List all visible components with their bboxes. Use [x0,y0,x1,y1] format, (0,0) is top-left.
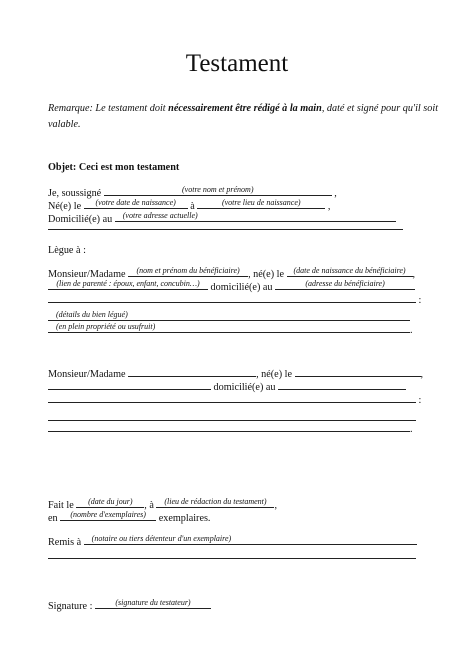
beneficiary1-relation-field[interactable]: (lien de parenté : époux, enfant, concubin…) [48,279,208,290]
legue-a-label: Lègue à : [48,245,86,256]
colon: : [418,395,422,406]
address-continuation-field[interactable] [48,219,403,230]
remis-a-continuation[interactable] [48,548,416,559]
remark-suffix: , daté et signé pour qu'il soit valable. [48,103,439,130]
domicilie-e-au-label: domicilié(e) au [210,282,273,293]
ne-e-le-label: , né(e) le [248,269,284,280]
signature-label: Signature : [48,601,93,612]
en-label: en [48,513,58,524]
a-label: à [190,201,195,212]
beneficiary2-line3 [48,392,421,407]
exemplaires-line [48,510,210,525]
je-soussigne-label: Je, soussigné [48,188,102,199]
beneficiary1-address-field[interactable]: (adresse du bénéficiaire) [275,279,415,290]
beneficiary2-address-continuation[interactable] [48,392,416,403]
notaire-field[interactable]: (notaire ou tiers détenteur d'un exemplaire) [84,534,417,545]
remis-a-line-2 [48,548,416,563]
beneficiary2-line5 [48,421,413,436]
date-du-jour-field[interactable]: (date du jour) [76,497,144,508]
colon: : [418,295,422,306]
monsieur-madame-label: Monsieur/Madame [48,369,126,380]
beneficiary2-details-field[interactable] [48,410,416,421]
beneficiary1-birth-field[interactable]: (date de naissance du bénéficiaire) [287,266,413,277]
comma: , [334,188,337,199]
comma: , [327,201,331,212]
beneficiary2-birth-field[interactable] [295,366,421,377]
beneficiary2-relation-field[interactable] [48,379,211,390]
remark-emphasis: nécessairement être rédigé à la main [168,103,322,114]
remark-paragraph [48,101,448,133]
domicilie-label: Domicilié(e) au [48,214,113,225]
nombre-exemplaires-field[interactable]: (nombre d'exemplaires) [60,510,156,521]
beneficiary1-line5 [48,322,413,337]
period: . [410,325,413,336]
a-label: , à [144,500,154,511]
comma: , [412,269,416,280]
lieu-redaction-field[interactable]: (lieu de rédaction du testament) [156,497,274,508]
monsieur-madame-label: Monsieur/Madame [48,269,126,280]
birth-place-field[interactable]: (votre lieu de naissance) [197,198,325,209]
beneficiary1-name-field[interactable]: (nom et prénom du bénéficiaire) [128,266,248,277]
remis-a-line [48,534,417,549]
objet-line: Objet: Ceci est mon testament [48,162,180,173]
beneficiary2-address-field[interactable] [278,379,406,390]
ne-le-label: Né(e) le [48,201,82,212]
birth-date-field[interactable]: (votre date de naissance) [84,198,188,209]
period: . [410,424,413,435]
ne-e-le-label: , né(e) le [256,369,292,380]
comma: , [274,500,278,511]
beneficiary2-name-field[interactable] [128,366,256,377]
bequest-details-field[interactable]: (détails du bien légué) [48,310,410,321]
document-title: Testament [185,50,289,77]
fait-le-label: Fait le [48,500,74,511]
beneficiary2-ownership-field[interactable] [48,421,410,432]
exemplaires-label: exemplaires. [158,513,211,524]
testator-name-field[interactable]: (votre nom et prénom) [104,185,332,196]
signature-line [48,598,211,613]
domicilie-e-au-label: domicilié(e) au [213,382,276,393]
remis-a-label: Remis à [48,537,82,548]
remark-prefix: Remarque: Le testament doit [48,103,169,114]
testator-address-field[interactable]: (votre adresse actuelle) [115,211,396,222]
ownership-type-field[interactable]: (en plein propriété ou usufruit) [48,322,410,333]
comma: , [420,369,424,380]
testator-address-line-2 [48,219,403,234]
beneficiary1-address-continuation[interactable] [48,292,416,303]
signature-field[interactable]: (signature du testateur) [95,598,211,609]
beneficiary1-line3 [48,292,421,307]
